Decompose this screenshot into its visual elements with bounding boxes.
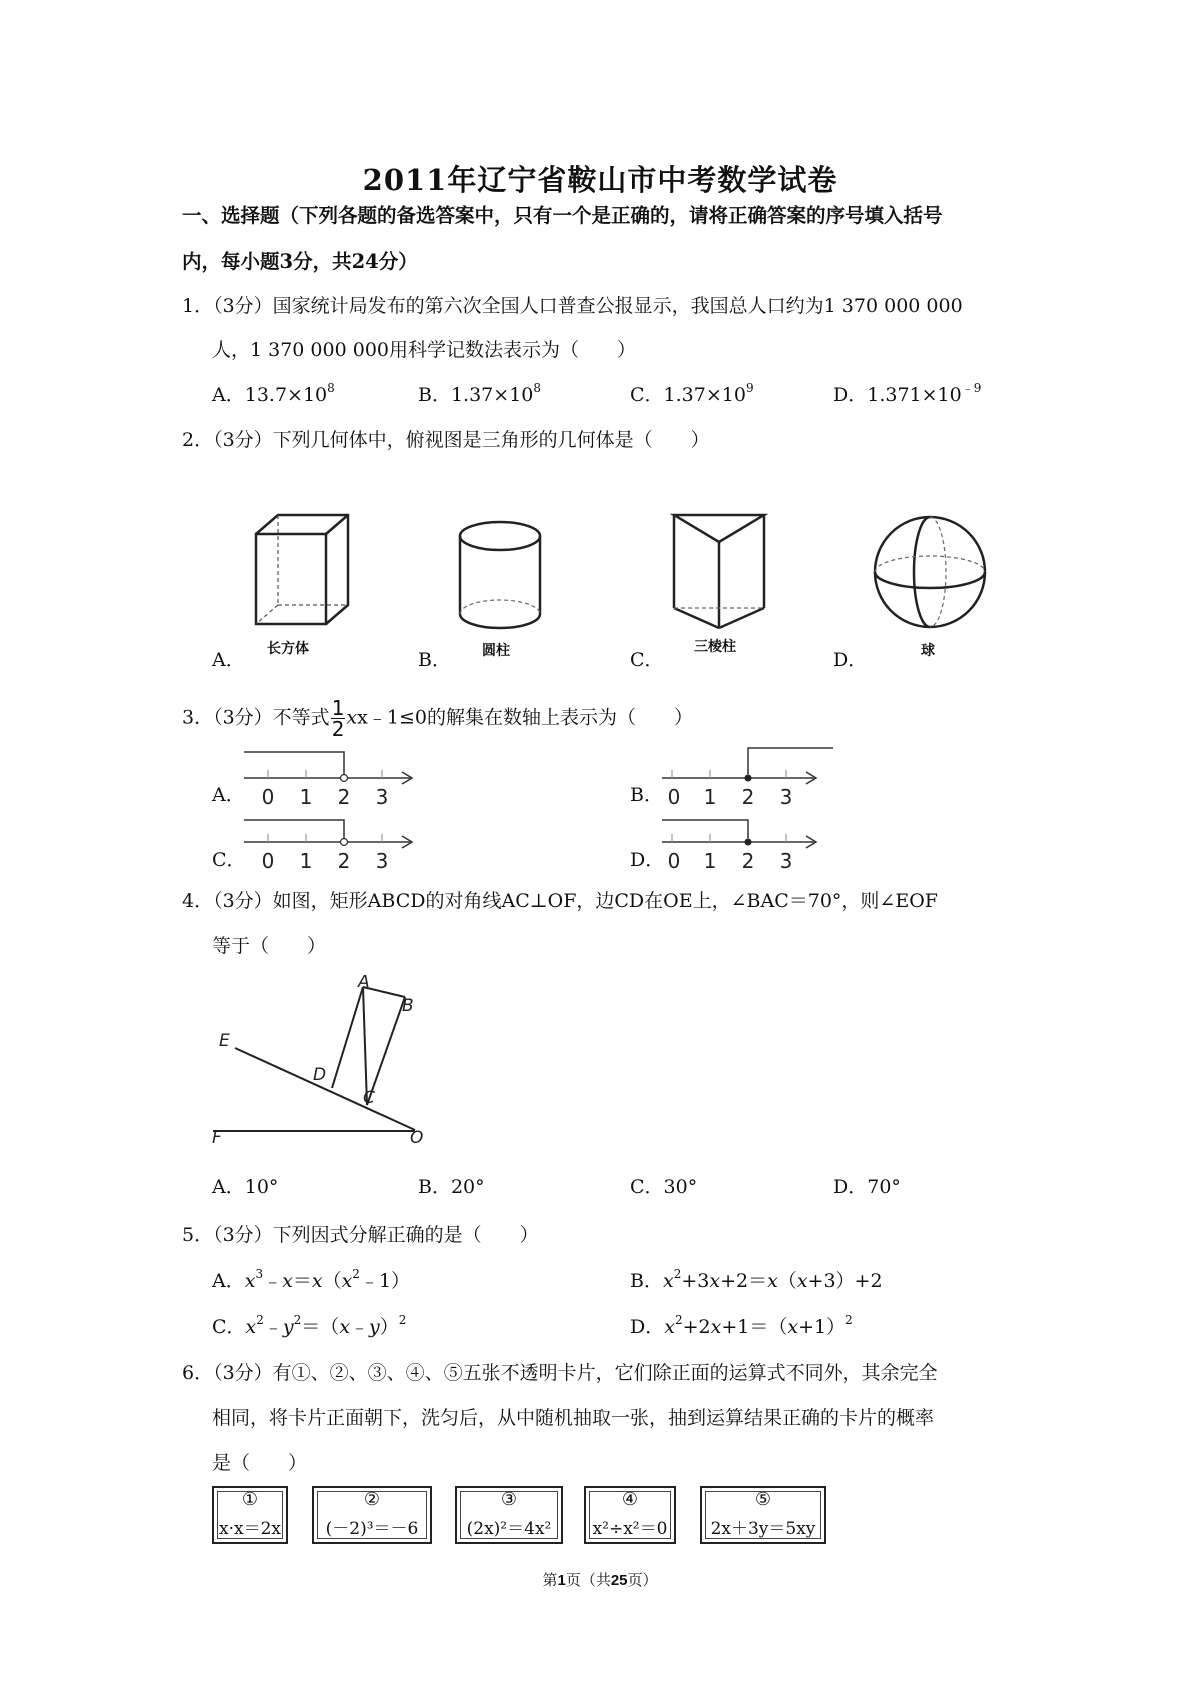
cuboid-figure [250,512,355,627]
point-f-label: F [212,1128,222,1148]
point-b-label: B [402,996,414,1016]
point-c-label: C [363,1088,375,1108]
tick-label-0: 0 [261,849,275,872]
q2-option-b-label: B． [418,649,451,671]
q6-stem-line-3: 是（ ） [212,1452,308,1474]
q5-option-c: C．$x^2﹣y^2=(x﹣y)^2$ [212,1312,407,1338]
q1-option-d: D．$1.371\times 10^{﹣9}$ [833,380,982,406]
q1-option-c: C．$1.37\times 10^9$ [630,380,754,406]
q1-stem-line-2: 人，1 370 000 000用科学记数法表示为（ ） [212,339,637,361]
card-2-number: ② [363,1489,381,1510]
q2-option-a-label: A． [212,649,245,671]
card-4-expression: x²÷x²＝0 [592,1519,668,1539]
point-d-label: D [313,1065,327,1085]
page-total: 25 [610,1572,628,1589]
q5-option-b: B．$x^2+3x+2=x(x+3)+2$ [630,1266,883,1292]
q2-option-d-caption: 球 [921,643,935,659]
point-o-label: O [410,1128,424,1148]
tick-label-2: 2 [741,785,755,808]
tick-label-0: 0 [261,785,275,808]
page-title: 2011年辽宁省鞍山市中考数学试卷 [362,163,838,197]
card-4-number: ④ [621,1489,639,1510]
card-3-expression: (2x)²＝4x² [466,1519,552,1539]
card-1 [212,1486,288,1544]
q2-option-a-caption: 长方体 [267,641,309,657]
point-a-label: A [358,975,370,992]
card-1-expression: x·x＝2x [219,1519,281,1539]
tick-label-2: 2 [741,849,755,872]
q5-option-a: A．$x^3﹣x=x(x^2﹣1)$ [212,1266,411,1292]
card-2-expression: (－2)³＝－6 [325,1519,419,1539]
triangular-prism-figure [670,510,770,630]
q1-option-b: B．$1.37\times 10^8$ [418,380,542,406]
section-header-line-1: 一、选择题（下列各题的备选答案中，只有一个是正确的，请将正确答案的序号填入括号 [182,204,943,227]
number-line-a [240,742,420,808]
card-4 [584,1486,676,1544]
tick-label-2: 2 [337,849,351,872]
tick-label-0: 0 [667,849,681,872]
q4-stem-line-1: 4．（3分）如图，矩形ABCD的对角线AC⊥OF，边CD在OE上，∠BAC＝70°，则∠EOF [182,890,938,912]
card-2 [312,1486,432,1544]
card-5-number: ⑤ [754,1489,772,1510]
q6-stem-line-2: 相同，将卡片正面朝下，洗匀后，从中随机抽取一张，抽到运算结果正确的卡片的概率 [212,1407,935,1429]
tick-label-3: 3 [779,849,793,872]
cylinder-figure [455,518,545,633]
q4-stem-line-2: 等于（ ） [212,935,327,957]
q1-stem-line-1: 1．（3分）国家统计局发布的第六次全国人口普查公报显示，我国总人口约为1 370 000 000 [182,295,963,317]
fraction-one-half: $\frac{1}{2}$ [331,696,345,741]
card-5 [700,1486,826,1544]
q3-option-a-label: A． [212,784,245,806]
q4-option-b: B．20° [418,1176,485,1198]
card-1-number: ① [241,1489,259,1510]
q4-option-a: A．10° [212,1176,279,1198]
tick-label-0: 0 [667,785,681,808]
q4-option-c: C．30° [630,1176,698,1198]
card-5-expression: 2x＋3y＝5xy [710,1519,816,1539]
tick-label-1: 1 [299,785,313,808]
card-3 [455,1486,563,1544]
tick-label-1: 1 [299,849,313,872]
card-3-number: ③ [500,1489,518,1510]
q3-option-d-label: D． [630,849,665,871]
tick-label-3: 3 [375,785,389,808]
section-header [182,193,1042,285]
number-line-b [658,742,838,808]
q2-option-c-label: C． [630,649,664,671]
rectangle-angle-figure [205,975,445,1150]
q3-stem: 3．（3分）不等式 $\frac{1}{2}$ xx﹣1≤0的解集在数轴上表示为（ ） [182,696,693,741]
section-header-line-2: 内，每小题3分，共24分） [182,250,418,273]
q2-option-b-caption: 圆柱 [482,643,510,659]
page-number: 1 [557,1572,566,1589]
q3-option-c-label: C． [212,849,246,871]
q2-stem: 2．（3分）下列几何体中，俯视图是三角形的几何体是（ ） [182,429,710,451]
q6-stem-line-1: 6．（3分）有①、②、③、④、⑤五张不透明卡片，它们除正面的运算式不同外，其余完全 [182,1362,938,1384]
sphere-figure [870,512,990,632]
q2-option-c-caption: 三棱柱 [694,639,736,655]
q2-option-d-label: D． [833,649,868,671]
q1-option-a: A．$13.7\times 10^8$ [212,380,335,406]
number-line-d [658,808,838,872]
tick-label-3: 3 [375,849,389,872]
q3-option-b-label: B． [630,784,663,806]
q4-option-d: D．70° [833,1176,901,1198]
tick-label-3: 3 [779,785,793,808]
tick-label-1: 1 [703,785,717,808]
point-e-label: E [219,1031,230,1051]
page-footer: 第1页（共25页） [542,1571,658,1589]
q5-stem: 5．（3分）下列因式分解正确的是（ ） [182,1224,539,1246]
q5-option-d: D．$x^2+2x+1=(x+1)^2$ [630,1312,853,1338]
number-line-c [240,808,420,872]
tick-label-1: 1 [703,849,717,872]
tick-label-2: 2 [337,785,351,808]
